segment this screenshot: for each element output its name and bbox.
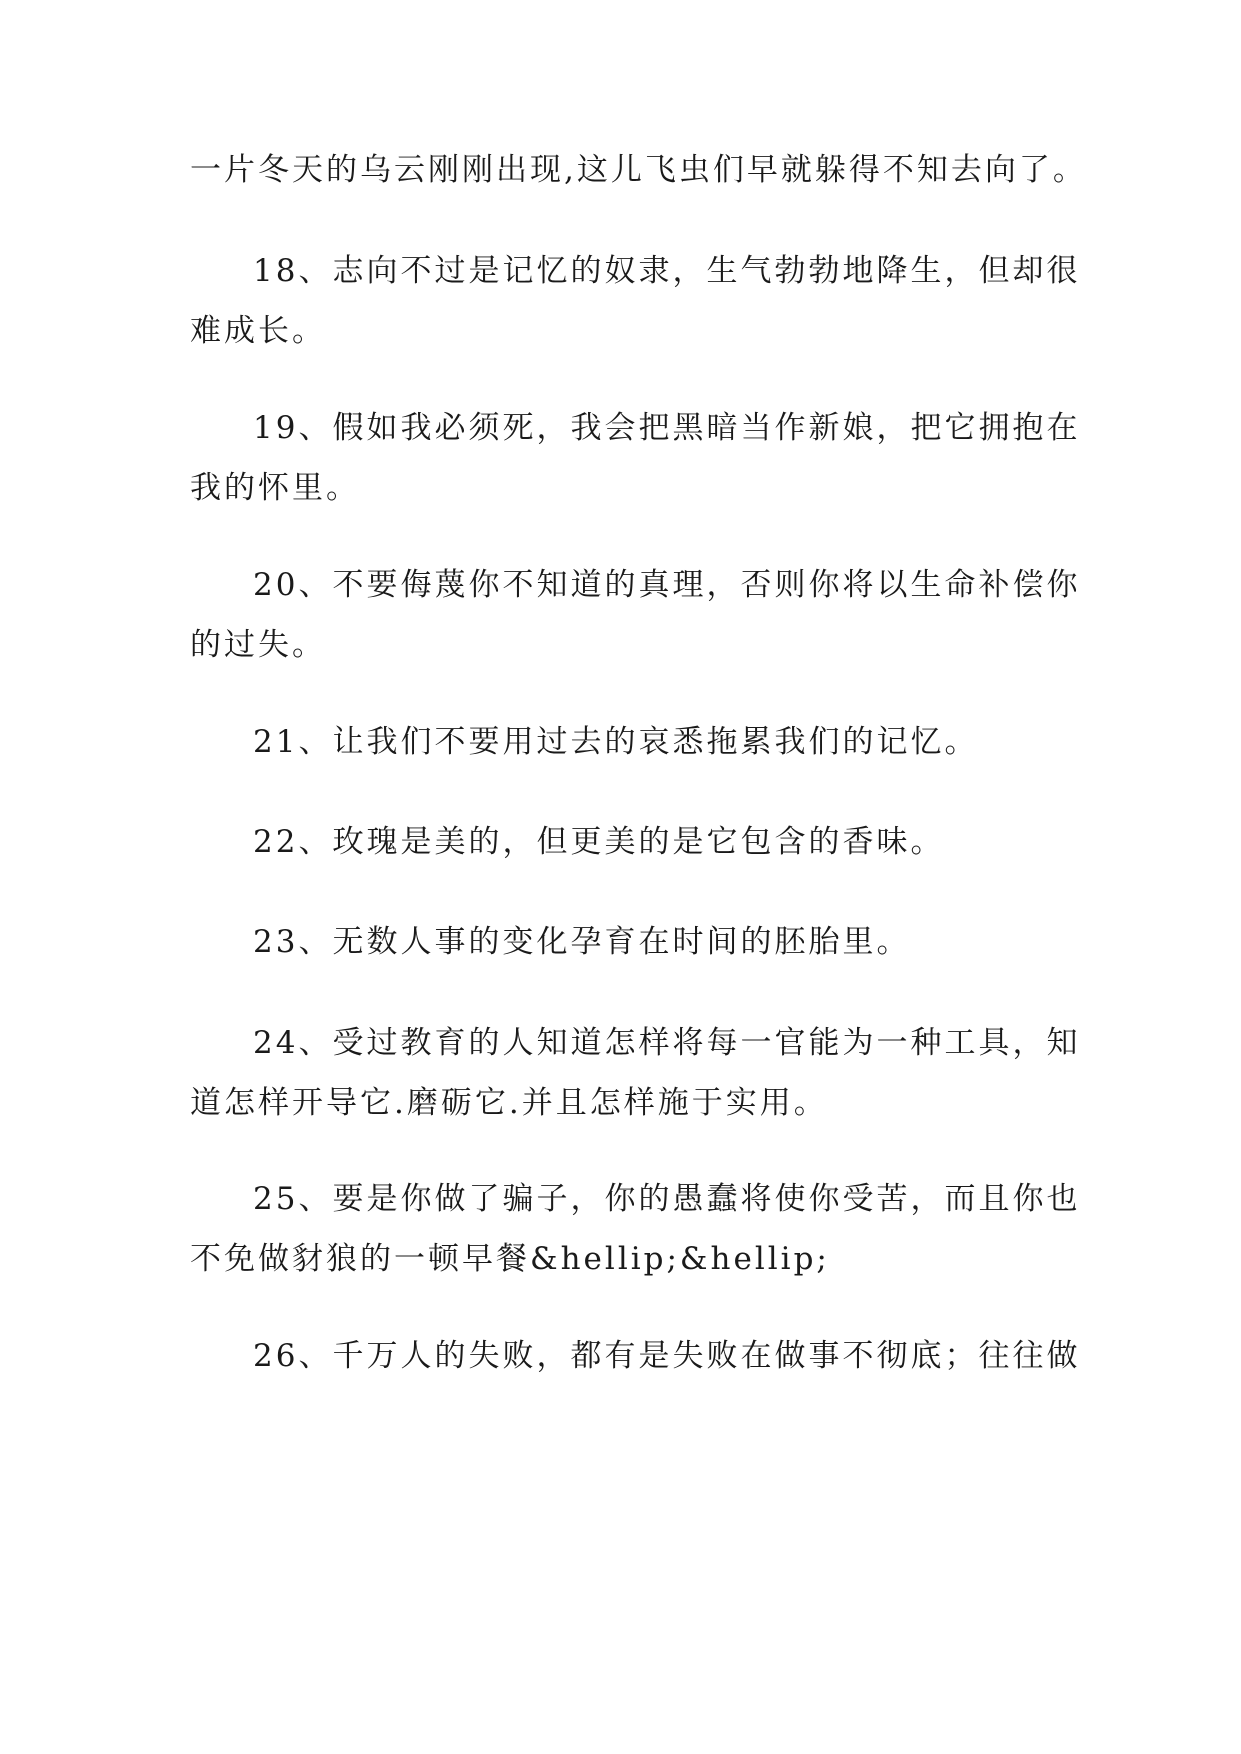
paragraph-24: [190, 1013, 1081, 1133]
paragraph-26: [190, 1326, 1081, 1386]
paragraph-continuation: [190, 140, 1087, 200]
paragraph-line: 24、受过教育的人知道怎样将每一官能为一种工具，知: [253, 1025, 1081, 1061]
paragraph-line: 一片冬天的乌云刚刚出现,这儿飞虫们早就躲得不知去向了。: [190, 152, 1087, 188]
paragraph-line: 不免做豺狼的一顿早餐&hellip;&hellip;: [190, 1241, 830, 1277]
paragraph-25: [190, 1169, 1081, 1289]
paragraph-21: [190, 712, 1060, 772]
paragraph-line: 18、志向不过是记忆的奴隶，生气勃勃地降生，但却很: [253, 253, 1081, 289]
paragraph-line: 道怎样开导它.磨砺它.并且怎样施于实用。: [190, 1085, 828, 1121]
paragraph-23: [190, 912, 1060, 972]
paragraph-line: 19、假如我必须死，我会把黑暗当作新娘，把它拥抱在: [253, 410, 1081, 446]
paragraph-18: [190, 241, 1081, 361]
paragraph-line: 22、玫瑰是美的，但更美的是它包含的香味。: [253, 824, 945, 860]
paragraph-20: [190, 555, 1081, 675]
paragraph-line: 20、不要侮蔑你不知道的真理，否则你将以生命补偿你: [253, 567, 1081, 603]
paragraph-line: 23、无数人事的变化孕育在时间的胚胎里。: [253, 924, 911, 960]
paragraph-line: 21、让我们不要用过去的哀悉拖累我们的记忆。: [253, 724, 979, 760]
paragraph-19: [190, 398, 1081, 518]
paragraph-line: 我的怀里。: [190, 470, 360, 506]
paragraph-line: 26、千万人的失败，都有是失败在做事不彻底；往往做: [253, 1338, 1081, 1374]
paragraph-22: [190, 812, 1060, 872]
paragraph-line: 难成长。: [190, 313, 326, 349]
paragraph-line: 的过失。: [190, 627, 326, 663]
paragraph-line: 25、要是你做了骗子，你的愚蠢将使你受苦，而且你也: [253, 1181, 1081, 1217]
